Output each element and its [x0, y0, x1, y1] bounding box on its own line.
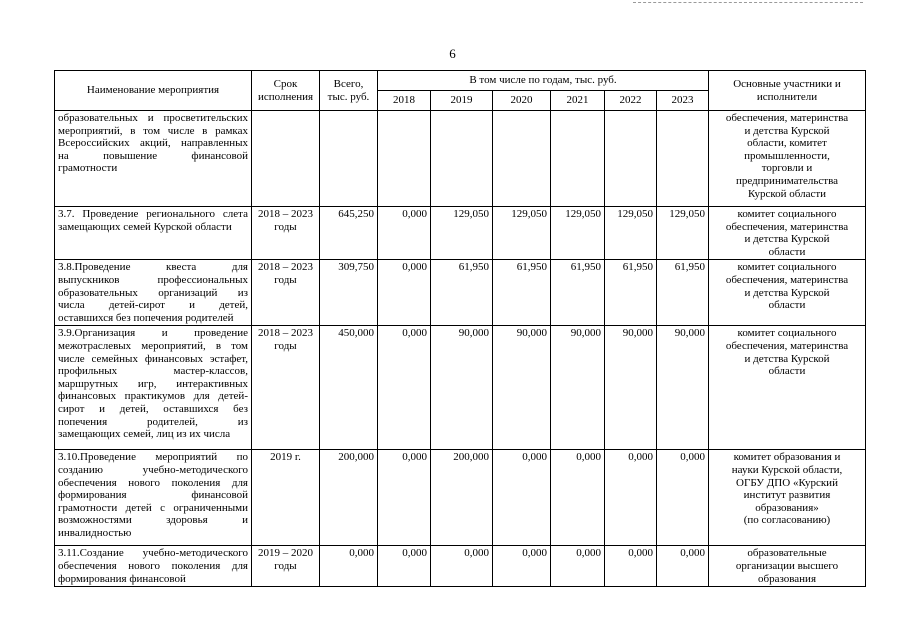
- header-year: 2018: [378, 91, 431, 111]
- year-value: 90,000: [551, 326, 605, 450]
- activity-participants: образовательные организации высшего образования: [709, 546, 866, 587]
- header-year: 2021: [551, 91, 605, 111]
- year-value: 0,000: [378, 260, 431, 326]
- header-year: 2023: [657, 91, 709, 111]
- activity-term: 2018 – 2023 годы: [252, 207, 320, 260]
- activity-name: 3.7. Проведение регионального слета замещающих семей Курской области: [55, 207, 252, 260]
- activity-term: 2018 – 2023 годы: [252, 326, 320, 450]
- year-value: 0,000: [657, 546, 709, 587]
- header-year: 2022: [605, 91, 657, 111]
- activity-name: 3.9.Организация и проведение межотраслевых мероприятий, в том числе семейных финансовых эстафет, профильных мастер-классов, маршрутных игр, интерактивных финансовых практикумов для детей- сирот и детей, оставшихся без попечения родителей, из замещающих семей, лиц из их числа: [55, 326, 252, 450]
- header-year: 2019: [431, 91, 493, 111]
- year-value: [493, 111, 551, 207]
- activity-term: 2019 – 2020 годы: [252, 546, 320, 587]
- table-row: [55, 546, 866, 587]
- activity-total: 200,000: [320, 450, 378, 546]
- table-row: [55, 111, 866, 207]
- year-value: 0,000: [605, 450, 657, 546]
- activity-term: 2018 – 2023 годы: [252, 260, 320, 326]
- activity-participants: комитет социального обеспечения, материнства и детства Курской области: [709, 326, 866, 450]
- year-value: 0,000: [657, 450, 709, 546]
- year-value: [551, 111, 605, 207]
- year-value: 0,000: [378, 546, 431, 587]
- activity-term: [252, 111, 320, 207]
- activity-total: 645,250: [320, 207, 378, 260]
- year-value: 0,000: [493, 546, 551, 587]
- header-by-year: В том числе по годам, тыс. руб.: [378, 71, 709, 91]
- year-value: 0,000: [551, 546, 605, 587]
- header-total: Всего, тыс. руб.: [320, 71, 378, 111]
- page-number: 6: [449, 46, 456, 61]
- header-year: 2020: [493, 91, 551, 111]
- table-row: [55, 326, 866, 450]
- table-row: [55, 260, 866, 326]
- year-value: 0,000: [431, 546, 493, 587]
- header-participants: Основные участники и исполнители: [709, 71, 866, 111]
- table-row: [55, 450, 866, 546]
- activity-participants: комитет социального обеспечения, материнства и детства Курской области: [709, 260, 866, 326]
- year-value: 61,950: [551, 260, 605, 326]
- activity-total: 450,000: [320, 326, 378, 450]
- header-rule: [633, 2, 863, 3]
- activity-total: 309,750: [320, 260, 378, 326]
- activity-participants: комитет образования и науки Курской области, ОГБУ ДПО «Курский институт развития образования» (по согласованию): [709, 450, 866, 546]
- year-value: 129,050: [493, 207, 551, 260]
- year-value: 61,950: [431, 260, 493, 326]
- header-name: Наименование мероприятия: [55, 71, 252, 111]
- year-value: 61,950: [657, 260, 709, 326]
- activity-total: 0,000: [320, 546, 378, 587]
- year-value: 0,000: [378, 207, 431, 260]
- activity-total: [320, 111, 378, 207]
- year-value: 0,000: [493, 450, 551, 546]
- year-value: [431, 111, 493, 207]
- year-value: 61,950: [605, 260, 657, 326]
- activity-name: 3.8.Проведение квеста для выпускников профессиональных образовательных организаций из числа детей-сирот и детей, оставшихся без попечения родителей: [55, 260, 252, 326]
- year-value: 200,000: [431, 450, 493, 546]
- activity-term: 2019 г.: [252, 450, 320, 546]
- table-row: [55, 207, 866, 260]
- year-value: 90,000: [493, 326, 551, 450]
- year-value: 61,950: [493, 260, 551, 326]
- year-value: [605, 111, 657, 207]
- year-value: 0,000: [551, 450, 605, 546]
- year-value: 129,050: [657, 207, 709, 260]
- year-value: 90,000: [431, 326, 493, 450]
- year-value: 129,050: [431, 207, 493, 260]
- activity-name: образовательных и просветительских мероприятий, в том числе в рамках Всероссийских акций, направленных на повышение финансовой грамотности: [55, 111, 252, 207]
- year-value: 0,000: [378, 326, 431, 450]
- year-value: 0,000: [605, 546, 657, 587]
- table-body: [55, 111, 866, 587]
- header-term: Срок исполнения: [252, 71, 320, 111]
- year-value: 129,050: [551, 207, 605, 260]
- year-value: [378, 111, 431, 207]
- year-value: 129,050: [605, 207, 657, 260]
- year-value: [657, 111, 709, 207]
- year-value: 90,000: [605, 326, 657, 450]
- activity-participants: комитет социального обеспечения, материнства и детства Курской области: [709, 207, 866, 260]
- year-value: 0,000: [378, 450, 431, 546]
- activity-name: 3.10.Проведение мероприятий по созданию учебно-методического обеспечения нового поколения для формирования финансовой грамотности детей с ограниченными возможностями здоровья и инвалидностью: [55, 450, 252, 546]
- activities-table: [54, 70, 866, 587]
- activity-participants: обеспечения, материнства и детства Курской области, комитет промышленности, торговли и предпринимательства Курской области: [709, 111, 866, 207]
- year-value: 90,000: [657, 326, 709, 450]
- activity-name: 3.11.Создание учебно-методического обеспечения нового поколения для формирования финансовой: [55, 546, 252, 587]
